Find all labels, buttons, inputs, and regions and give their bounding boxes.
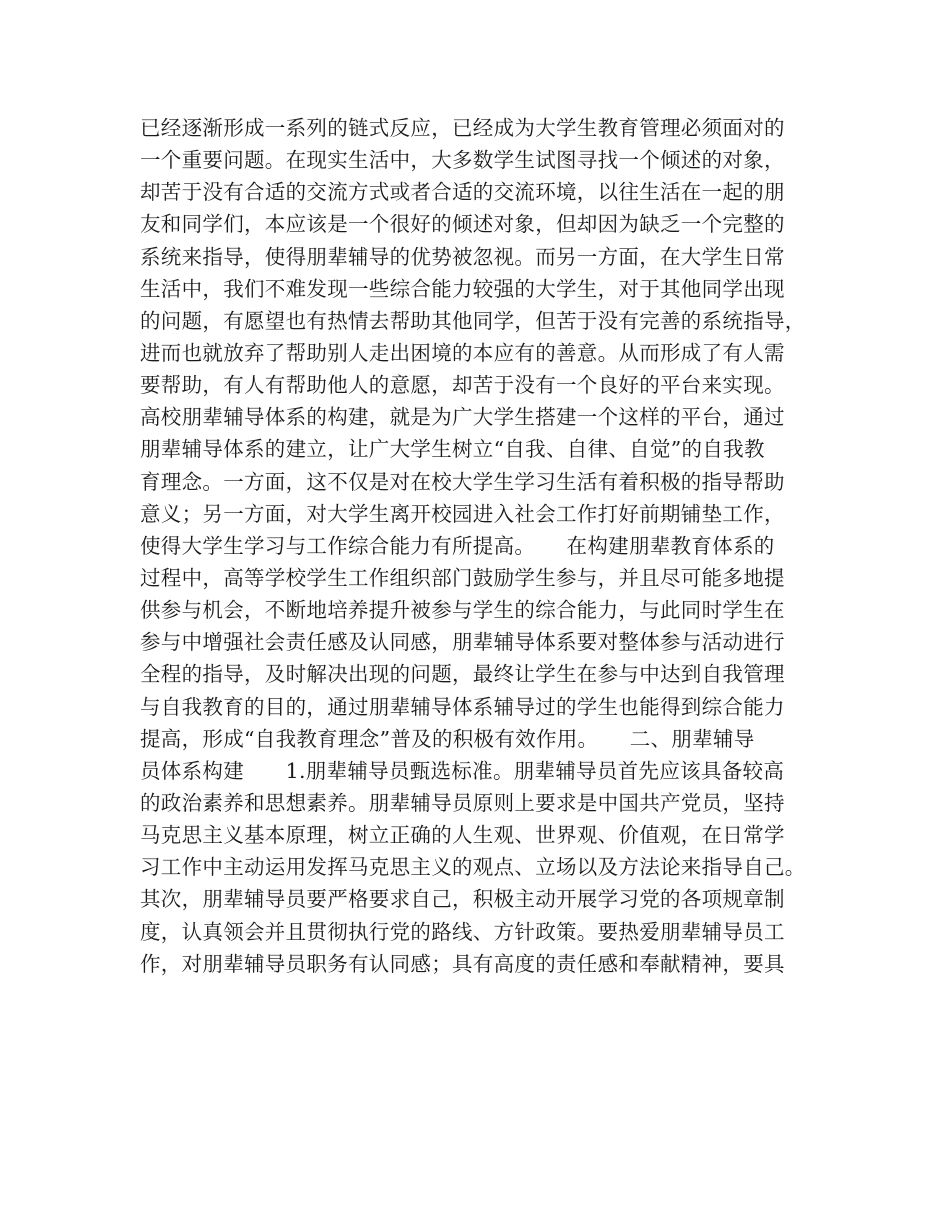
text-line-11: 朋辈辅导体系的建立，让广大学生树立“自我、自律、自觉”的自我教 — [140, 437, 765, 462]
text-line-20: 提高，形成“自我教育理念”普及的积极有效作用。 二、朋辈辅导 — [140, 726, 755, 751]
text-line-10: 高校朋辈辅导体系的构建，就是为广大学生搭建一个这样的平台，通过 — [140, 405, 785, 430]
text-line-16: 供参与机会，不断地培养提升被参与学生的综合能力，与此同时学生在 — [140, 598, 785, 623]
text-line-17: 参与中增强社会责任感及认同感，朋辈辅导体系要对整体参与活动进行 — [140, 630, 785, 655]
text-line-24: 习工作中主动运用发挥马克思主义的观点、立场以及方法论来指导自己。 — [140, 855, 806, 880]
text-line-18: 全程的指导，及时解决出现的问题，最终让学生在参与中达到自我管理 — [140, 662, 785, 687]
text-line-4: 友和同学们，本应该是一个很好的倾述对象，但却因为缺乏一个完整的 — [140, 212, 785, 237]
text-line-27: 作，对朋辈辅导员职务有认同感；具有高度的责任感和奉献精神，要具 — [140, 951, 785, 976]
text-line-9: 要帮助，有人有帮助他人的意愿，却苦于没有一个良好的平台来实现。 — [140, 373, 785, 398]
text-line-2: 一个重要问题。在现实生活中，大多数学生试图寻找一个倾述的对象， — [140, 148, 785, 173]
text-line-21: 员体系构建 1.朋辈辅导员甄选标准。朋辈辅导员首先应该具备较高 — [140, 758, 785, 783]
text-line-12: 育理念。一方面，这不仅是对在校大学生学习生活有着积极的指导帮助 — [140, 469, 785, 494]
body-text — [140, 112, 830, 980]
text-line-14: 使得大学生学习与工作综合能力有所提高。 在构建朋辈教育体系的 — [140, 533, 775, 558]
text-line-7: 的问题，有愿望也有热情去帮助其他同学，但苦于没有完善的系统指导， — [140, 308, 806, 333]
text-line-26: 度，认真领会并且贯彻执行党的路线、方针政策。要热爱朋辈辅导员工 — [140, 919, 785, 944]
text-line-15: 过程中，高等学校学生工作组织部门鼓励学生参与，并且尽可能多地提 — [140, 565, 785, 590]
text-line-13: 意义；另一方面，对大学生离开校园进入社会工作打好前期铺垫工作， — [140, 501, 785, 526]
text-line-19: 与自我教育的目的，通过朋辈辅导体系辅导过的学生也能得到综合能力 — [140, 694, 785, 719]
text-line-23: 马克思主义基本原理，树立正确的人生观、世界观、价值观，在日常学 — [140, 823, 785, 848]
text-line-25: 其次，朋辈辅导员要严格要求自己，积极主动开展学习党的各项规章制 — [140, 887, 785, 912]
text-line-6: 生活中，我们不难发现一些综合能力较强的大学生，对于其他同学出现 — [140, 276, 785, 301]
text-line-3: 却苦于没有合适的交流方式或者合适的交流环境，以往生活在一起的朋 — [140, 180, 785, 205]
text-line-8: 进而也就放弃了帮助别人走出困境的本应有的善意。从而形成了有人需 — [140, 340, 785, 365]
text-line-22: 的政治素养和思想素养。朋辈辅导员原则上要求是中国共产党员，坚持 — [140, 790, 785, 815]
text-line-1: 已经逐渐形成一系列的链式反应，已经成为大学生教育管理必须面对的 — [140, 116, 785, 140]
text-line-5: 系统来指导，使得朋辈辅导的优势被忽视。而另一方面，在大学生日常 — [140, 244, 785, 269]
